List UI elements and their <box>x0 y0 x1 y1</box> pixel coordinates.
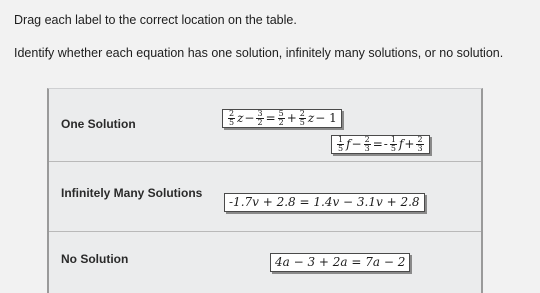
equation-chip-1-5f[interactable] <box>331 135 430 154</box>
operator: − <box>351 137 362 151</box>
equation-chip-4a[interactable] <box>270 253 410 272</box>
denominator: 5 <box>338 144 344 153</box>
row-label-one-solution: One Solution <box>61 117 136 131</box>
fraction <box>416 136 423 153</box>
operator: + <box>286 111 297 125</box>
denominator: 3 <box>417 144 423 153</box>
denominator: 5 <box>229 118 235 127</box>
numerator: 1 <box>338 135 344 144</box>
numerator: 5 <box>278 109 284 118</box>
variable: z <box>237 111 244 125</box>
equation-text: -1.7v + 2.8 = 1.4v − 3.1v + 2.8 <box>229 195 420 209</box>
numerator: 1 <box>390 135 396 144</box>
row-divider <box>49 231 481 232</box>
numerator: 2 <box>229 109 235 118</box>
row-label-infinitely-many-solutions: Infinitely Many Solutions <box>61 186 203 200</box>
variable: f <box>346 137 351 151</box>
numerator: 3 <box>257 109 263 118</box>
fraction <box>299 110 306 127</box>
instruction-drag: Drag each label to the correct location on the table. <box>14 13 297 27</box>
negative-sign: - <box>383 137 388 151</box>
equation-chip-1-7v[interactable] <box>224 193 425 212</box>
instruction-identify: Identify whether each equation has one solution, infinitely many solutions, or no solution. <box>14 46 504 60</box>
fraction <box>228 110 235 127</box>
equation-text: 4a − 3 + 2a = 7a − 2 <box>275 255 406 269</box>
equals-sign: = <box>265 111 276 125</box>
equation-chip-2-5z[interactable] <box>222 109 342 128</box>
fraction <box>337 136 344 153</box>
numerator: 2 <box>299 109 305 118</box>
fraction <box>390 136 397 153</box>
denominator: 3 <box>364 144 370 153</box>
equals-sign: = <box>372 137 383 151</box>
equation-math <box>336 136 425 153</box>
variable: z <box>307 111 315 125</box>
fraction <box>278 110 285 127</box>
denominator: 5 <box>299 118 305 127</box>
numerator: 2 <box>364 135 370 144</box>
denominator: 2 <box>257 118 263 127</box>
variable: f <box>398 137 404 151</box>
denominator: 5 <box>390 144 396 153</box>
row-divider <box>49 161 481 162</box>
fraction <box>364 136 371 153</box>
denominator: 2 <box>278 118 284 127</box>
operator: + <box>404 137 415 151</box>
equation-math <box>227 110 337 127</box>
fraction <box>256 110 263 127</box>
numerator: 2 <box>417 135 423 144</box>
row-label-no-solution: No Solution <box>61 252 129 266</box>
operator: − <box>244 111 255 125</box>
equation-tail: − 1 <box>315 111 337 125</box>
